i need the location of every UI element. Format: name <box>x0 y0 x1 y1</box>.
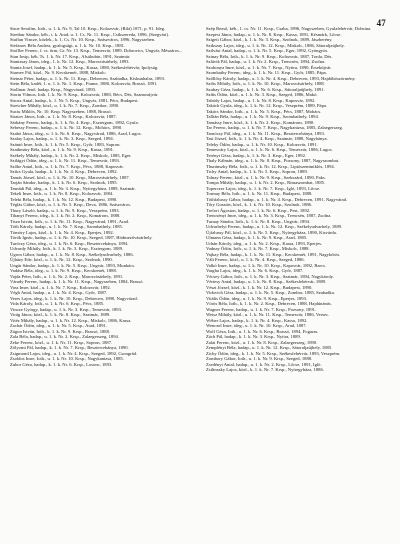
register-entry: Terényi Géza, hadap., k. 1. k. Nr. 3. Krsp., Eger, 1892. <box>206 152 307 158</box>
register-entry: Tasnádi Pál, ideg., u. 1. k. Nr. 3. Krsp., Nyíregyháza, 1889, Szatmár. <box>10 185 136 191</box>
register-entry: Vargha Lajos, ideg., k. 1. k. Nr. 6. Krsp., Győr, 1887. <box>206 268 304 273</box>
register-entry: Török Ignác, hadap., u. 1. k. Nr. 10. Krsp., Szeged, 1887, Hódmezővásárhely. <box>10 235 153 240</box>
register-entry: Stoffler Ferenc, f. cs. őrm, Gr. Nr. 13. Krsp., Temesvár, 1889, Dobrovics, Ungvár, Mészáros... <box>10 48 183 53</box>
register-entry: Stanta Josef, hadap., k. 1. k. Nr. 5. Krsp., Kassa, 1880, Székesfehérvár, Ipolyság. <box>10 64 159 70</box>
register-entry: Vidovich Géza, hadap., u. 1. k. Nr. 5. Krsp., Zombor, 1885, Szabadka. <box>206 290 335 295</box>
register-entry: Udvarhelyi Ferenc, hadap., u. 1. k. Nr. 12. Krsp., Székelyudvarhely, 1889. <box>206 224 343 229</box>
register-entry: Toperczer Lajos, ideg., k. 1. k. Nr. 7. Krsp., Igló, 1893, Lőcse. <box>206 185 321 191</box>
register-entry: Zsigmond Lajos, ideg., u. 1. k. Nr. 4. Krsp., Szeged, 1892, Csongrád. <box>10 350 138 356</box>
register-entry: Újházy Ede, közl., u. 1. k. Nr. 12. Krsp., Szolnok, 1890. <box>10 257 113 262</box>
register-entry: Várady Ferenc, hadap., k. 1. k. Nr. 11. Krsp., Nagyszeben, 1884, Brassó. <box>10 279 144 284</box>
register-entry: Tormay Béla, Ioth., u. 1. k. Nr. 11. Krsp., Budapest, 1888. <box>206 191 313 196</box>
register-entry: Staffan Vincze, közlek., k. 1. Cs. Nr. 10. Krsp., Szászváros, 1896, Nagyszeben. <box>10 37 156 42</box>
register-entry: Szép Rezső, kéb., 1. cs. Nr. 11. Krsp., Csaba, 1896, Nagyszeben, Gyulafehérvár, Dobsina. <box>206 26 372 31</box>
register-entry: Stroe Serafim, Ioth., u. 1. k. Nr. 9, Tal 10. Krsp., Kolozsvár, (Rilá) 1871, p. 91. Ideg. <box>10 26 166 31</box>
register-entry: Vass Imre, közl., u. 1. k. Nr. 7. Krsp., Kolozsvár, 1892. <box>10 284 111 290</box>
register-entry: Szűts Ödön, közl., u. 1. k. Nr. 3. Krsp., Szeged, 1886, Makó. <box>206 92 318 97</box>
register-entry: Szobonya Imre, közl., u. 1. k. Nr. 7. Krsp., Nyitra, 1890, Érsekújvár. <box>206 64 332 70</box>
register-entry: Tallián Béla, hadap., u. 1. k. Nr. 9. Krsp., Szombathely, 1894. <box>206 114 319 119</box>
register-entry: Vadnay Ödön, Ioth., u. 1. k. Nr. 7. Krsp., Miskolc, 1888. <box>206 246 310 251</box>
register-entry: Székely Mihály, hadap., k. 1. k. Nr. 2. Krsp., Miskolc, 1885, Eger. <box>10 152 132 158</box>
register-entry: Takách Gyula, ideg., k. 1. k. Nr. 12. Krsp., Veszprém, 1889, Pápa. <box>206 103 328 108</box>
register-entry: Zachár Ödön, ideg., u. 1. k. Nr. 5. Krsp., Arad, 1891. <box>10 323 107 328</box>
register-entry: Tabódy Lajos, hadap., u. 1. k. Nr. 8. Krsp., Kaposvár, 1892. <box>206 97 316 103</box>
register-entry: Vörös Béla, Ioth., k. 1. k. Nr. 2. Krsp., Debrecen, 1888, Hajdúnánás. <box>206 301 332 306</box>
register-entry: Szuhay Géza, hadap., k. 1. k. Nr. 6. Krsp., Sátoraljaújhely, 1891. <box>206 86 325 92</box>
register-entry: Turóczy Géza, ideg., u. 1. k. Nr. 6. Krsp., Besztercebánya, 1894. <box>10 240 129 246</box>
register-entry: Stollmar Jenő, hadap. Krsp., Nagyvárad, 1893. <box>10 86 97 92</box>
register-entry: Tarnóczy Pál, ideg., u. 1. k. Nr. 11. Krsp., Besztercebánya, 1893. <box>206 130 325 136</box>
register-entry: Valkó Imre, hadap., u. 1. k. Nr. 10. Krsp., Kaposvár, 1892, Barcs. <box>206 262 326 268</box>
register-entry: Tar Ferenc, hadap., u. 1. k. Nr. 7. Krsp., Nagykanizsa, 1885, Zalaegerszeg. <box>206 125 343 130</box>
register-entry: Trencsényi Imre, ideg., u. 1. k. Nr. 3. Krsp., Trencsén, 1887, Zsolna. <box>206 213 332 218</box>
register-entry: Wolf Géza, Ioth., u. 1. k. Nr. 6. Krsp., Brassó, 1894, Fogaras. <box>206 328 319 334</box>
register-entry: Zombory Gábor, Ioth., u. 1. k. Nr. 9. Krsp., Szeged, 1888. <box>206 356 313 361</box>
register-entry: Ugron Gábor, hadap., u. 1. k. Nr. 8. Krsp., Székelyudvarhely, 1886. <box>10 251 134 257</box>
register-entry: Stein Béla, kadét, 1. u. 1. k. Nr. 1. Krsp., Fiume, 1880, Kolozsvár, Brassó, 1891. <box>10 81 158 86</box>
register-entry: Zsoldos Imre, Ioth., u. 1. k. Nr. 10. Krsp., Nagykanizsa, 1885. <box>10 356 124 361</box>
register-entry: Tompa Mihály, hadap., u. 1. k. Nr. 2. Krsp., Rimaszombat, 1885. <box>206 180 326 185</box>
register-entry: Thury László, hadap., u. 1. k. Nr. 9. Krsp., Veszprém, 1893. <box>10 207 120 213</box>
register-entry: Tőry Gusztáv, közl., k. 1. k. Nr. 10. Krsp., Szolnok, 1886. <box>206 202 313 207</box>
register-entry: Szombathy Ferenc, ideg., k. 1. k. Nr. 11. Krsp., Győr, 1885, Pápa. <box>206 70 327 75</box>
register-entry: Zágon István, Ioth., k. 1. k. Nr. 9. Krsp., Brassó, 1888. <box>10 328 111 334</box>
register-entry: Szalay Lajos, hadap., u. 1. k. Nr. 3. Krsp., Szeged, 1894. <box>10 136 114 141</box>
register-entry: Szőts Mihály, Ioth., u. 1. k. Nr. 10. Krsp., Marosvásárhely, 1888. <box>206 81 325 86</box>
register-entry: Szabó János, ideg., u. 1. k. Nr. 6. Krsp., Nagyvárad, 1886, Arad, Lugos. <box>10 130 142 136</box>
register-entry: Tamás József, közl., u. 1. k. Nr. 10. Krsp., Marosvásárhely, 1887. <box>10 174 130 180</box>
register-entry: Tisza István, Ioth., u. 1. k. Nr. 11. Krsp., Nagyvárad, 1891, Arad. <box>10 218 130 224</box>
register-entry: Zsilinszky Lajos, közl., k. 1. k. Nr. 7. Krsp., Nyíregyháza, 1886. <box>206 367 324 372</box>
right-column <box>206 26 392 538</box>
register-entry: Thaly Kálmán, ideg., u. 1. k. Nr. 8. Krsp., Pozsony, 1887, Nagyszombat. <box>206 158 340 163</box>
register-entry: Tóth Károly, hadap., u. 1. k. Nr. 7. Krsp., Szombathely, 1885. <box>10 224 123 229</box>
register-entry: Tihanyi Ferenc, ideg., k. 1. k. Nr. 2. Krsp., Komárom, 1888. <box>10 213 121 218</box>
register-entry: Ulmann Géza, hadap., k. 1. k. Nr. 9. Krsp., Arad, 1885. <box>206 235 308 240</box>
register-entry: Zubor Géza, hadap., k. 1. k. Nr. 6. Krsp., Losonc, 1893. <box>10 361 113 367</box>
register-entry: Tömöry Lajos, közl., k. 1. k. Nr. 4. Krsp., Eperjes, 1892. <box>10 229 114 235</box>
register-entry: Virág János, közl., k. 1. k. Nr. 8. Krsp., Szatmár, 1889. <box>10 312 111 317</box>
register-entry: Wagner Ferenc, hadap., u. 1. k. Nr. 7. Krsp., Pozsony, 1891. <box>206 306 317 312</box>
register-entry: Vincze György, hadap., u. 1. k. Nr. 3. Krsp., Temesvár, 1893. <box>10 306 123 312</box>
register-entry: Turnay Sándor, Ioth., k. 1. k. Nr. 8. Krsp., Ungvár, 1894. <box>206 218 311 224</box>
register-entry: Teleky Ödön, hadap., u. 1. k. Nr. 10. Krsp., Kolozsvár, 1891. <box>206 141 318 147</box>
register-entry: Vértesy Antal, hadap., u. 1. k. Nr. 8. Krsp., Székesfehérvár, 1889. <box>206 279 327 284</box>
register-entry: Urbán Károly, ideg., u. 1. k. Nr. 2. Krsp., Kassa, 1893, Eperjes. <box>206 240 323 246</box>
register-entry: Stratov János, Ioth., u. 1. k. Nr. 8. Krsp., Kolozsvár, 1887. <box>10 114 117 119</box>
register-entry: Váli Ferenc, közl., u. 1. k. Nr. 4. Krsp., Szeged, 1886. <box>206 257 305 262</box>
register-entry: Szathmáry Béla, közl., u. 1. k. Nr. 9. Krsp., Kassa, 1891. <box>10 147 115 152</box>
register-entry: Szántó Imre, Ioth., k. 1. k. Nr. 5. Krsp., Győr, 1883, Sopron. <box>10 141 121 147</box>
register-entry: Streibur Sándor, kéb., t. k. Arad, u. 1. Cs. Nr. 11. Krsp., Csíkszereda, 1896, (Szegvári). <box>10 31 170 37</box>
register-entry: Ungár Sándor, hadap., k. 1. k. Nr. 5. Krsp., Ungvár, 1893, Munkács. <box>10 262 136 268</box>
register-entry: Stanizsay János, ideg., 1. k. Nr. 12. Krsp., Marosvásárhely, 1893. <box>10 59 130 64</box>
register-entry: Szlávik Pál, hadap., u. 1. k. Nr. 2. Krsp., Trencsén, 1894, Zsolna. <box>206 59 326 64</box>
register-entry: Stefanov Béla Andrea, gyalogsági, u. 1. k. Nr. 10. Krsp., 1881. <box>10 42 126 48</box>
register-entry: Szilvási Antal, hadap., u. 1. k. Nr. 5. Krsp., Eger, 1892, Gyöngyös. <box>206 48 329 53</box>
register-entry: Weisz Mihály, közl., u. 1. k. Nr. 11. Krsp., Temesvár, 1886, Versec. <box>206 312 330 317</box>
register-entry: Végh Antal, hadap., u. 1. k. Nr. 4. Krsp., Győr, 1887. <box>10 290 108 295</box>
register-entry: Zeke Ferenc, közl., u. 1. k. Nr. 11. Krsp., Sopron, 1887. <box>10 339 113 345</box>
left-column <box>10 26 196 538</box>
register-entry: Stan Iosip, kéb. Ts. 1. k. Nr. 17. Krsp., Alsókubin, 1891, Szatmár. <box>10 53 131 59</box>
register-entry: Takács Sándor, Ioth., u. 1. k. Nr. 5. Krsp., Pécs, 1887, Mohács. <box>206 108 322 114</box>
register-entry: Újfalussy Pál, közl., u. 1. k. Nr. 5. Krsp., Nyíregyháza, 1890, Kisvárda. <box>206 229 337 235</box>
register-entry: Zsedényi Antal, hadap., u. 1. k. Nr. 2. Krsp., Lőcse, 1891, Igló. <box>206 361 322 367</box>
register-entry: Tamássy Imre, közl., k. 1. k. Nr. 2. Krsp., Komárom, 1890. <box>206 119 315 125</box>
register-entry: Szilágyi Ödön, ideg., u. 1. k. Nr. 11. Krsp., Temesvár, 1893. <box>10 158 120 163</box>
register-entry: Trefort Ágoston, hadap., u. 1. k. Nr. 6. Krsp., Pest, 1892. <box>206 207 311 213</box>
register-entry: Streicher Mihály, közl., u. 1. k. Nr. 7. Krsp., Zombor, 1890. <box>10 103 120 108</box>
register-entry: Vécsey Gábor, Ioth., u. 1. k. Nr. 3. Krsp., Szatmár, 1894, Nagykároly. <box>206 273 334 279</box>
register-entry: Suciu Miklós, Nr. 10. Krsp. Nagyszeben, 1888, Brassó. <box>10 108 112 114</box>
register-entry: Storin Vilmos, Ioth. 1. k. Nr. 9. Krsp., Kolozsvár, 1880, Bécs, Dés, Szamosújvár. <box>10 92 159 97</box>
register-entry: Szinay Béla, Ioth., k. 1. k. Nr. 9. Krsp., Kolozsvár, 1887, Torda, Dés. <box>206 53 333 59</box>
register-entry: Zalai Ferenc, közl., u. 1. k. Nr. 8. Krsp., Zalaegerszeg, 1890. <box>206 339 318 345</box>
register-entry: Tekeli Imre, Ioth., u. 1. k. Nr. 8. Krsp., Kolozsvár, 1884. <box>10 191 114 196</box>
register-entry: Szűcs Gyula, hadap., k. 1. k. Nr. 4. Krsp., Debrecen, 1892. <box>10 169 118 174</box>
register-entry: Vida Károly, Ioth., u. 1. k. Nr. 6. Krsp., Pécs, 1885. <box>10 301 105 306</box>
register-entry: Tarján Sándor, hadap., k. 1. k. Nr. 6. Krsp., Szolnok, 1895. <box>10 180 118 185</box>
register-entry: Szigeti Gábor, közl., k. 1. k. Nr. 3. Krsp., Szolnok, 1889, Jászberény. <box>206 37 333 42</box>
register-entry: Veres Lajos, ideg., k. 1. k. Nr. 10. Krsp., Debrecen, 1890, Nagyvárad. <box>10 295 138 301</box>
register-entry: Vadász Béla, ideg., u. 1. k. Nr. 9. Krsp., Kecskemét, 1888. <box>10 268 117 273</box>
register-entry: Sárkány Ferenc, hadap., k. 1. k. Nr. 4. Krsp., Esztergom, 1892, Gyula. <box>10 119 139 125</box>
register-entry: Tichy Antal, hadap., k. 1. k. Nr. 5. Krsp., Sopron, 1889. <box>206 169 308 174</box>
register-entry: Tolnay Ferenc, közl., u. 1. k. Nr. 9. Krsp., Szekszárd, 1890, Paks. <box>206 174 326 180</box>
register-entry: Vitéz Mihály, hadap., u. 1. k. Nr. 12. Krsp., Miskolc, 1886, Kassa. <box>10 317 132 323</box>
register-entry: Steinar Péter, hadap., u. 1. k. Nr. 11. Krsp., Debrecen, Szabadka, Kiskunhalas, 1893. <box>10 75 166 81</box>
register-entry: Teleki Béla, hadap., k. 1. k. Nr. 12. Krsp., Budapest, 1890. <box>10 196 118 202</box>
register-entry: Strosz Antal, hadap., k. 1. Nr. 5. Krsp., Ungvár, 1881, Pécs, Budapest. <box>10 97 139 103</box>
register-entry: Szőllősy Károly, hadap., u. 1. k. Nr. 4. Krsp., Debrecen, 1893, Hajdúböszörmény. <box>206 75 356 81</box>
register-entry: Sebessy Ferenc, hadap., u. 1. k. Nr. 12. Krsp., Mohács, 1890. <box>10 125 123 130</box>
register-entry: Wenczel Imre, ideg., u. 1. k. Nr. 10. Krsp., Arad, 1887. <box>206 323 307 328</box>
register-entry: Wéber Lajos, hadap., k. 1. k. Nr. 4. Krsp., Kassa, 1892. <box>206 317 308 323</box>
page-number: 47 <box>376 18 386 28</box>
register-entry: Zemplényi Béla, hadap., u. 1. k. Nr. 12. Krsp., Sátoraljaújhely, 1885. <box>206 345 333 350</box>
register-entry: Tasi József, Ioth., k. 1. k. Nr. 4. Krsp., Szatmár, 1888, Nagybánya. <box>206 136 328 141</box>
register-entry: Szőke Antal, Ioth., u. 1. k. Nr. 7. Krsp., Pécs, 1888, Kaposvár. <box>10 163 124 169</box>
register-entry: Szepesi János, hadap., u. 1. k. Nr. 8. Krsp., Kassa, 1891, Késmárk, Lőcse. <box>206 31 342 37</box>
register-entry: Vajkay Béla, hadap., k. 1. k. Nr. 11. Krsp., Kecskemét, 1891, Nagykőrös. <box>206 251 341 257</box>
register-entry: Szikszay Lajos, ideg., u. 1. k. Nr. 12. Krsp., Miskolc, 1886, Sátoraljaújhely. <box>206 42 345 48</box>
register-entry: Vajda Péter, Ioth., u. 1. k. Nr. 2. Krsp., Marosvásárhely, 1891. <box>10 273 124 279</box>
register-columns <box>10 26 392 538</box>
register-entry: Thuránszky Béla, Ioth., u. 1. k. Nr. 12. Krsp., Liptószentmiklós, 1894. <box>206 163 335 169</box>
register-entry: Vitális Ödön, ideg., u. 1. k. Nr. 9. Krsp., Eperjes, 1893. <box>206 295 308 301</box>
register-entry: Starnev Pál, közl., Nr. 9. Kecskemét, 1888, Miskolc. <box>10 70 107 75</box>
register-entry: Zichy Ödön, ideg., k. 1. k. Nr. 5. Krsp., Székesfehérvár, 1893, Veszprém. <box>206 350 341 356</box>
register-entry: Zólyomi Pál, hadap., k. 1. k. Nr. 7. Krsp., Besztercebánya, 1890. <box>10 345 129 350</box>
register-entry: Udvardy Mihály, Ioth., k. 1. k. Nr. 3. Krsp., Esztergom, 1889. <box>10 246 124 251</box>
register-entry: Téglás Gábor, közl., u. 1. k. Nr. 5. Krsp., Deva, 1886, Szászváros. <box>10 202 132 207</box>
register-entry: Zala Béla, hadap., u. 1. k. Nr. 2. Krsp., Zalaegerszeg, 1894. <box>10 334 119 339</box>
register-entry: Zách Pál, hadap., k. 1. k. Nr. 3. Krsp., Nyitra, 1889. <box>206 334 301 339</box>
register-entry: Temesváry Lajos, közl., u. 1. k. Nr. 6. Krsp., Temesvár, 1886, Lugos. <box>206 147 333 152</box>
register-entry: Vészi József, közl., k. 1. k. Nr. 12. Krsp., Budapest, 1890. <box>206 284 313 290</box>
register-entry: Tóthfalussy Gábor, hadap., u. 1. k. Nr. 4. Krsp., Debrecen, 1891, Nagyvárad. <box>206 196 348 202</box>
